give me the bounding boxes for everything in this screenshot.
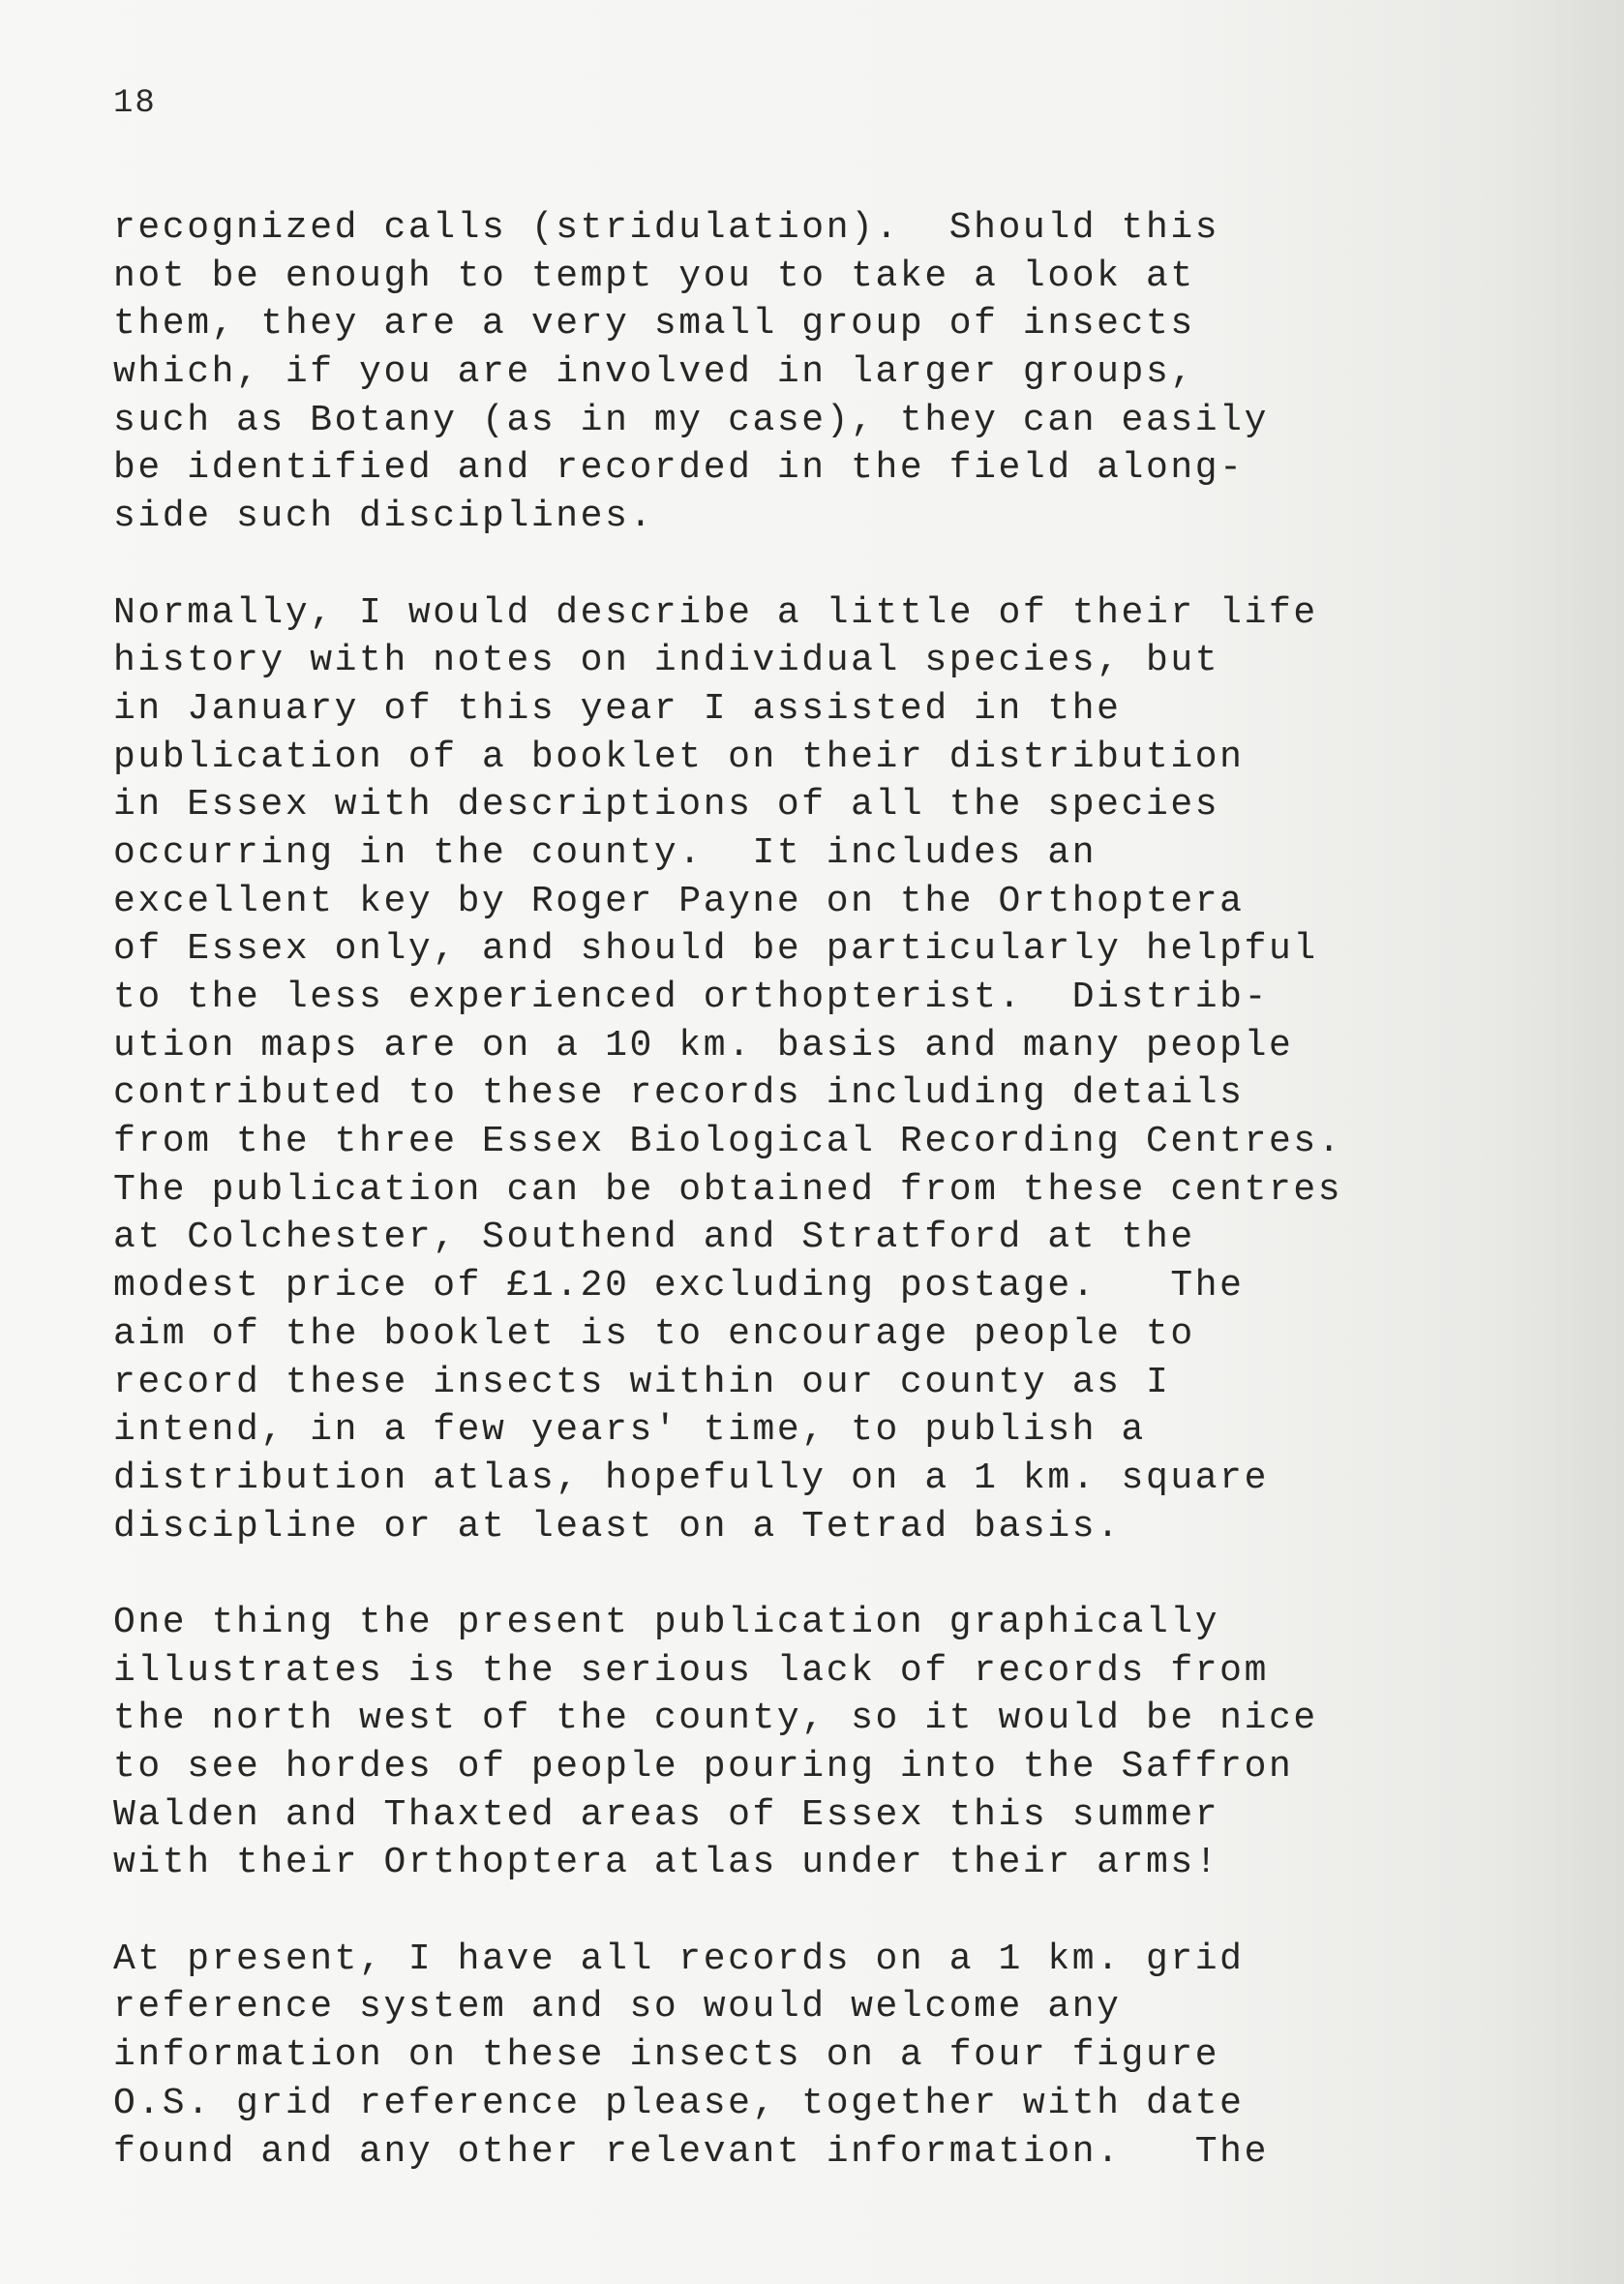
text-line: at Colchester, Southend and Stratford at the bbox=[113, 1217, 1195, 1259]
text-line: history with notes on individual species, but bbox=[113, 640, 1220, 682]
paragraph-1 bbox=[113, 204, 1584, 541]
text-line: occurring in the county. It includes an bbox=[113, 831, 1098, 874]
text-line: Normally, I would describe a little of their life bbox=[113, 591, 1318, 634]
text-line: be identified and recorded in the field along- bbox=[113, 447, 1245, 490]
paragraph-4 bbox=[113, 1936, 1584, 2176]
text-line: discipline or at least on a Tetrad basis. bbox=[113, 1505, 1122, 1548]
text-line: from the three Essex Biological Recording Centres. bbox=[113, 1121, 1343, 1163]
text-line: contributed to these records including details bbox=[113, 1072, 1245, 1115]
text-line: them, they are a very small group of insects bbox=[113, 303, 1195, 346]
text-line: One thing the present publication graphically bbox=[113, 1601, 1220, 1643]
text-line: recognized calls (stridulation). Should this bbox=[113, 207, 1220, 249]
body-text bbox=[113, 204, 1584, 2224]
text-line: found and any other relevant information. The bbox=[113, 2130, 1269, 2173]
text-line: aim of the booklet is to encourage people to bbox=[113, 1312, 1195, 1355]
text-line: reference system and so would welcome any bbox=[113, 1986, 1122, 2029]
text-line: Walden and Thaxted areas of Essex this summer bbox=[113, 1793, 1220, 1836]
text-line: At present, I have all records on a 1 km. grid bbox=[113, 1938, 1245, 1980]
text-line: information on these insects on a four figure bbox=[113, 2034, 1220, 2077]
text-line: the north west of the county, so it would be nice bbox=[113, 1698, 1318, 1740]
text-line: The publication can be obtained from these centres bbox=[113, 1168, 1343, 1211]
text-line: with their Orthoptera atlas under their arms! bbox=[113, 1842, 1220, 1884]
text-line: record these insects within our county as I bbox=[113, 1361, 1171, 1403]
page-number: 18 bbox=[113, 85, 157, 122]
text-line: illustrates is the serious lack of records from bbox=[113, 1649, 1269, 1692]
text-line: of Essex only, and should be particularly helpful bbox=[113, 928, 1318, 971]
text-line: publication of a booklet on their distribution bbox=[113, 736, 1245, 778]
text-line: distribution atlas, hopefully on a 1 km. square bbox=[113, 1457, 1269, 1499]
text-line: excellent key by Roger Payne on the Orthoptera bbox=[113, 880, 1245, 922]
text-line: in January of this year I assisted in the bbox=[113, 687, 1122, 730]
text-line: side such disciplines. bbox=[113, 496, 654, 538]
text-line: in Essex with descriptions of all the species bbox=[113, 784, 1220, 826]
text-line: modest price of £1.20 excluding postage. The bbox=[113, 1265, 1245, 1307]
text-line: such as Botany (as in my case), they can easily bbox=[113, 399, 1269, 441]
text-line: to the less experienced orthopterist. Distrib- bbox=[113, 977, 1269, 1018]
paragraph-3 bbox=[113, 1599, 1584, 1887]
text-line: which, if you are involved in larger groups, bbox=[113, 351, 1195, 394]
paragraph-2 bbox=[113, 589, 1584, 1551]
text-line: O.S. grid reference please, together with date bbox=[113, 2082, 1245, 2124]
text-line: intend, in a few years' time, to publish a bbox=[113, 1409, 1146, 1452]
text-line: ution maps are on a 10 km. basis and many people bbox=[113, 1024, 1294, 1067]
text-line: to see hordes of people pouring into the Saffron bbox=[113, 1746, 1294, 1788]
text-line: not be enough to tempt you to take a look at bbox=[113, 255, 1195, 297]
